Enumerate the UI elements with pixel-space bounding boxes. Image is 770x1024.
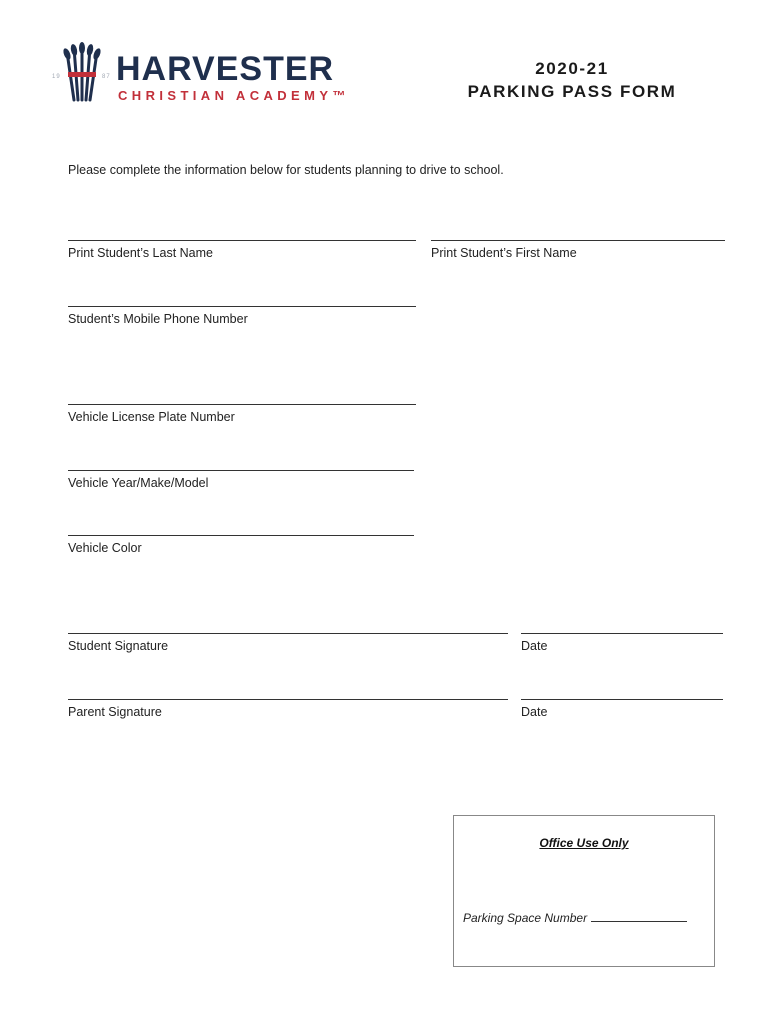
parent-date-label: Date: [521, 705, 548, 719]
vehicle-color-label: Vehicle Color: [68, 541, 142, 555]
mobile-phone-field[interactable]: [68, 298, 416, 326]
license-plate-label: Vehicle License Plate Number: [68, 410, 235, 424]
logo-wordmark: HARVESTER: [116, 50, 335, 88]
form-title: PARKING PASS FORM: [467, 82, 677, 101]
logo-subtitle: CHRISTIAN ACADEMY™: [118, 88, 350, 103]
first-name-label: Print Student’s First Name: [431, 246, 577, 260]
license-plate-field[interactable]: [68, 396, 416, 424]
logo-year-left: 19: [52, 74, 61, 80]
license-plate-line[interactable]: [68, 396, 416, 405]
parent-date-line[interactable]: [521, 691, 723, 700]
logo-year-right: 87: [102, 74, 111, 80]
office-use-title: Office Use Only: [539, 836, 629, 850]
student-signature-line[interactable]: [68, 625, 508, 634]
student-date-field[interactable]: [521, 625, 723, 653]
parking-space-label: Parking Space Number: [463, 911, 588, 925]
last-name-label: Print Student’s Last Name: [68, 246, 213, 260]
form-year: 2020-21: [535, 59, 609, 78]
mobile-phone-line[interactable]: [68, 298, 416, 307]
student-date-line[interactable]: [521, 625, 723, 634]
office-use-box: [453, 815, 715, 967]
parent-signature-line[interactable]: [68, 691, 508, 700]
parking-space-line[interactable]: [591, 912, 687, 922]
parent-date-field[interactable]: [521, 691, 723, 719]
last-name-line[interactable]: [68, 232, 416, 241]
school-logo: [50, 40, 370, 110]
student-signature-label: Student Signature: [68, 639, 169, 653]
form-title-block: [440, 58, 704, 104]
vehicle-color-field[interactable]: [68, 527, 414, 555]
parent-signature-field[interactable]: [68, 691, 508, 719]
vehicle-year-make-model-line[interactable]: [68, 462, 414, 471]
first-name-field[interactable]: [431, 232, 725, 260]
vehicle-color-line[interactable]: [68, 527, 414, 536]
mobile-phone-label: Student’s Mobile Phone Number: [68, 312, 248, 326]
intro-text: Please complete the information below for students planning to drive to school.: [68, 163, 504, 177]
wheat-sheaf-icon: [50, 40, 114, 106]
student-date-label: Date: [521, 639, 548, 653]
student-signature-field[interactable]: [68, 625, 508, 653]
parking-space-field[interactable]: [463, 911, 687, 925]
parent-signature-label: Parent Signature: [68, 705, 162, 719]
first-name-line[interactable]: [431, 232, 725, 241]
vehicle-year-make-model-field[interactable]: [68, 462, 414, 490]
last-name-field[interactable]: [68, 232, 416, 260]
vehicle-year-make-model-label: Vehicle Year/Make/Model: [68, 476, 209, 490]
